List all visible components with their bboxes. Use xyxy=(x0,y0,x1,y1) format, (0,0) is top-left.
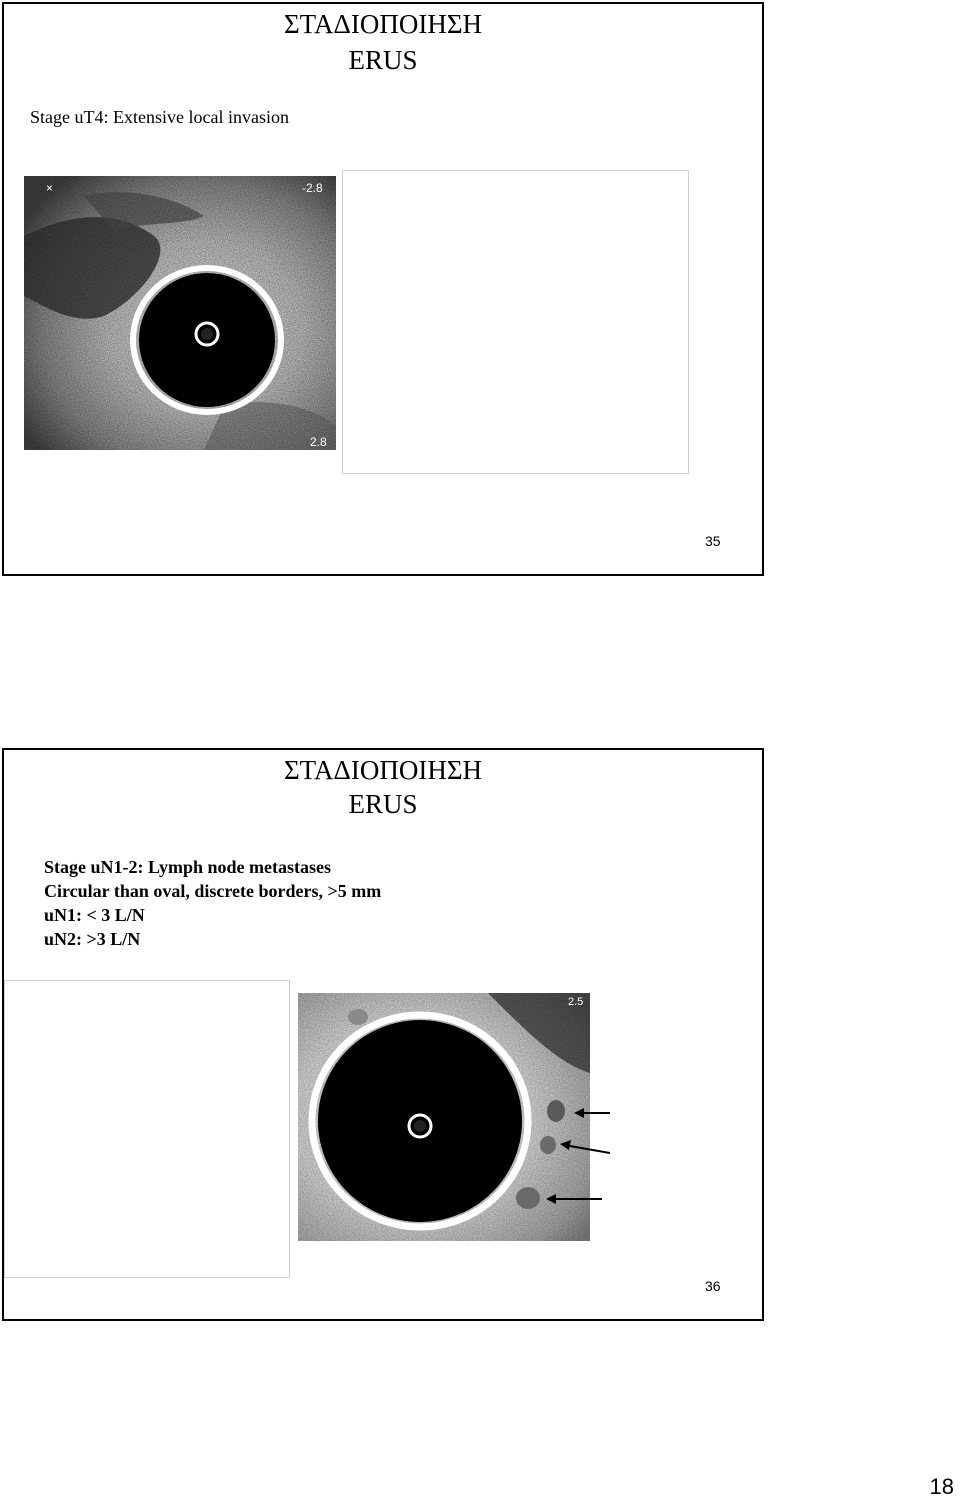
image-label: 2.5 xyxy=(568,996,584,1008)
arrow-icon xyxy=(574,1108,610,1118)
image-label: -2.8 xyxy=(302,181,323,195)
slide-number: 36 xyxy=(705,1278,721,1294)
slide-title: ΣΤΑΔΙΟΠΟΙΗΣΗ xyxy=(283,9,483,39)
blank-image-frame xyxy=(4,980,290,1278)
slide-number: 35 xyxy=(705,533,721,549)
body-line: uN2: >3 L/N xyxy=(44,929,141,949)
body-line: Stage uT4: Extensive local invasion xyxy=(30,107,289,127)
body-line: Stage uN1-2: Lymph node metastases xyxy=(44,857,332,877)
slide-35 xyxy=(2,2,764,576)
image-label: × xyxy=(46,181,54,195)
lymph-node-arrows xyxy=(540,1105,610,1215)
body-line: uN1: < 3 L/N xyxy=(44,905,145,925)
ultrasound-image-ut4 xyxy=(24,176,336,450)
arrow-icon xyxy=(560,1140,610,1153)
arrow-icon xyxy=(546,1194,602,1204)
slide-subtitle: ERUS xyxy=(348,45,418,75)
blank-image-frame xyxy=(342,170,689,474)
image-label: 2.8 xyxy=(310,435,327,449)
slide-subtitle: ERUS xyxy=(348,789,418,819)
body-line: Circular than oval, discrete borders, >5 mm xyxy=(44,881,382,901)
page-number: 18 xyxy=(929,1474,954,1499)
slide-title: ΣΤΑΔΙΟΠΟΙΗΣΗ xyxy=(283,755,483,785)
slide-36 xyxy=(2,748,764,1321)
